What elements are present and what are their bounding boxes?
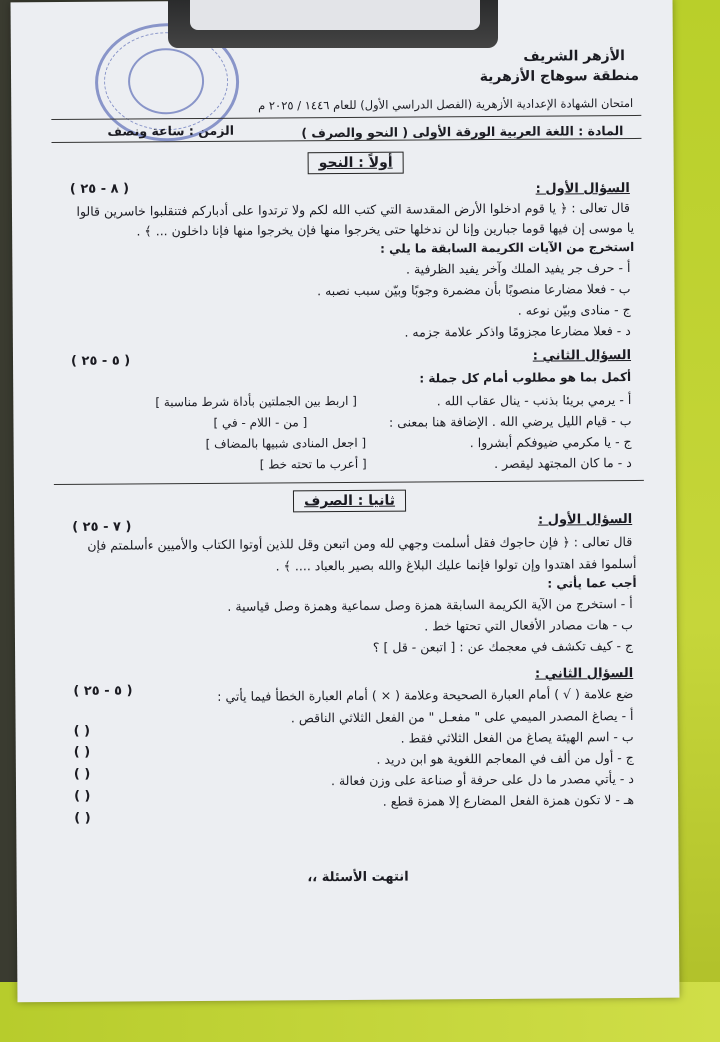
question-item: د - فعلا مضارعا مجزومًا واذكر علامة جزمه . [404, 323, 631, 340]
question-item: ب - فعلا مضارعا منصوبًا بأن مضمرة وجوبًا وبيّن سبب نصبه . [317, 281, 631, 299]
divider [51, 115, 641, 120]
question-item: ج - منادى وبيّن نوعه . [517, 302, 631, 318]
question-grade: ( ٧ - ٢٥ ) [72, 519, 132, 535]
exam-document [11, 0, 680, 1002]
answer-blank: ( ) [73, 744, 91, 760]
question-item: ج - أول من ألف في المعاجم اللغوية هو ابن دريد . [376, 749, 634, 767]
question-item: هـ - لا تكون همزة الفعل المضارع إلا همزة قطع . [382, 791, 635, 809]
divider [54, 480, 644, 485]
question-grade: ( ٨ - ٢٥ ) [69, 181, 130, 197]
question-instruction: استخرج من الآيات الكريمة السابقة ما يلي : [380, 239, 635, 256]
question-item: د - يأتي مصدر ما دل على حرفة أو صناعة على وزن فعالة . [330, 770, 635, 789]
question-title: السؤال الأول : [535, 181, 630, 197]
answer-blank: ( ) [73, 723, 91, 739]
verse-line: قال تعالى : ﴿ فإن حاجوك فقل أسلمت وجهي لله ومن اتبعن وقل للذين أوتوا الكتاب والأميين ءأسلمتم فإن [87, 533, 633, 553]
header-line3: امتحان الشهادة الإعدادية الأزهرية (الفصل الدراسي الأول) للعام ١٤٤٦ / ٢٠٢٥ م [257, 95, 634, 113]
question-item: ب - اسم الهيئة يصاغ من الفعل الثلاثي فقط . [400, 728, 634, 746]
answer-blank: ( ) [74, 788, 91, 804]
question-title: السؤال الثاني : [534, 665, 634, 682]
question-note: [ من - اللام - في ] [213, 415, 308, 430]
question-item: أ - يصاغ المصدر الميمي على " مفعـل " من الفعل الثلاثي الناقص . [290, 707, 634, 726]
section-title-sarf: ثانيا : الصرف [293, 490, 406, 513]
question-item: أ - حرف جر يفيد الملك وآخر يفيد الظرفية . [405, 260, 631, 277]
header-line2: منطقة سوهاج الأزهرية [479, 67, 640, 86]
question-item: ج - يا مكرمي ضيوفكم أبشروا . [469, 433, 632, 451]
question-instruction: ضع علامة ( √ ) أمام العبارة الصحيحة وعلامة ( × ) أمام العبارة الخطأ فيما يأتي : [217, 685, 634, 704]
exam-footer: انتهت الأسئلة ،، [307, 869, 409, 886]
header-line1: الأزهر الشريف [523, 48, 625, 65]
verse-line: يا موسى إن فيها قوما جبارين وإنا لن ندخلها حتى يخرجوا منها فإن يخرجوا منها فإنا داخلون ... ﴾ . [136, 219, 635, 239]
question-title: السؤال الأول : [537, 511, 633, 528]
question-instruction: أكمل بما هو مطلوب أمام كل جملة : [419, 369, 632, 386]
verse-line: أسلموا فقد اهتدوا وإن تولوا فإنما عليك البلاغ والله بصير بالعباد .... ﴾ . [275, 555, 637, 574]
question-note: [ اربط بين الجملتين بأداة شرط مناسبة ] [155, 393, 357, 410]
question-grade: ( ٥ - ٢٥ ) [73, 683, 133, 699]
section-title-nahw: أولاً : النحو [308, 152, 404, 175]
question-grade: ( ٥ - ٢٥ ) [70, 353, 131, 369]
header-subject: المادة : اللغة العربية الورقة الأولى ( النحو والصرف ) [301, 123, 624, 141]
clipboard-clip-opening [190, 0, 480, 30]
question-item: ب - قيام الليل يرضي الله . الإضافة هنا بمعنى : [388, 412, 632, 430]
question-item: د - ما كان المجتهد ليقصر . [494, 454, 632, 471]
question-note: [ اجعل المنادى شبيها بالمضاف ] [205, 435, 367, 451]
answer-blank: ( ) [74, 810, 91, 826]
answer-blank: ( ) [73, 766, 91, 782]
question-item: ب - هات مصادر الأفعال التي تحتها خط . [424, 616, 633, 634]
question-title: السؤال الثاني : [532, 348, 632, 364]
question-item: أ - استخرج من الآية الكريمة السابقة همزة وصل سماعية وهمزة وصل قياسية . [227, 595, 633, 614]
verse-line: قال تعالى : ﴿ يا قوم ادخلوا الأرض المقدسة التي كتب الله لكم ولا ترتدوا على أدباركم فتنقلبوا خاسرين قالوا [76, 200, 631, 219]
header-time: الزمن : ساعة ونصف [107, 122, 235, 139]
question-instruction: أجب عما يأتي : [547, 575, 637, 591]
question-item: ج - كيف تكشف في معجمك عن : [ اتبعن - قل ] ؟ [372, 637, 634, 655]
question-note: [ أعرب ما تحته خط ] [259, 456, 367, 472]
question-item: أ - يرمي بريئا بذنب - ينال عقاب الله . [436, 391, 632, 409]
exam-paper [11, 0, 680, 1002]
